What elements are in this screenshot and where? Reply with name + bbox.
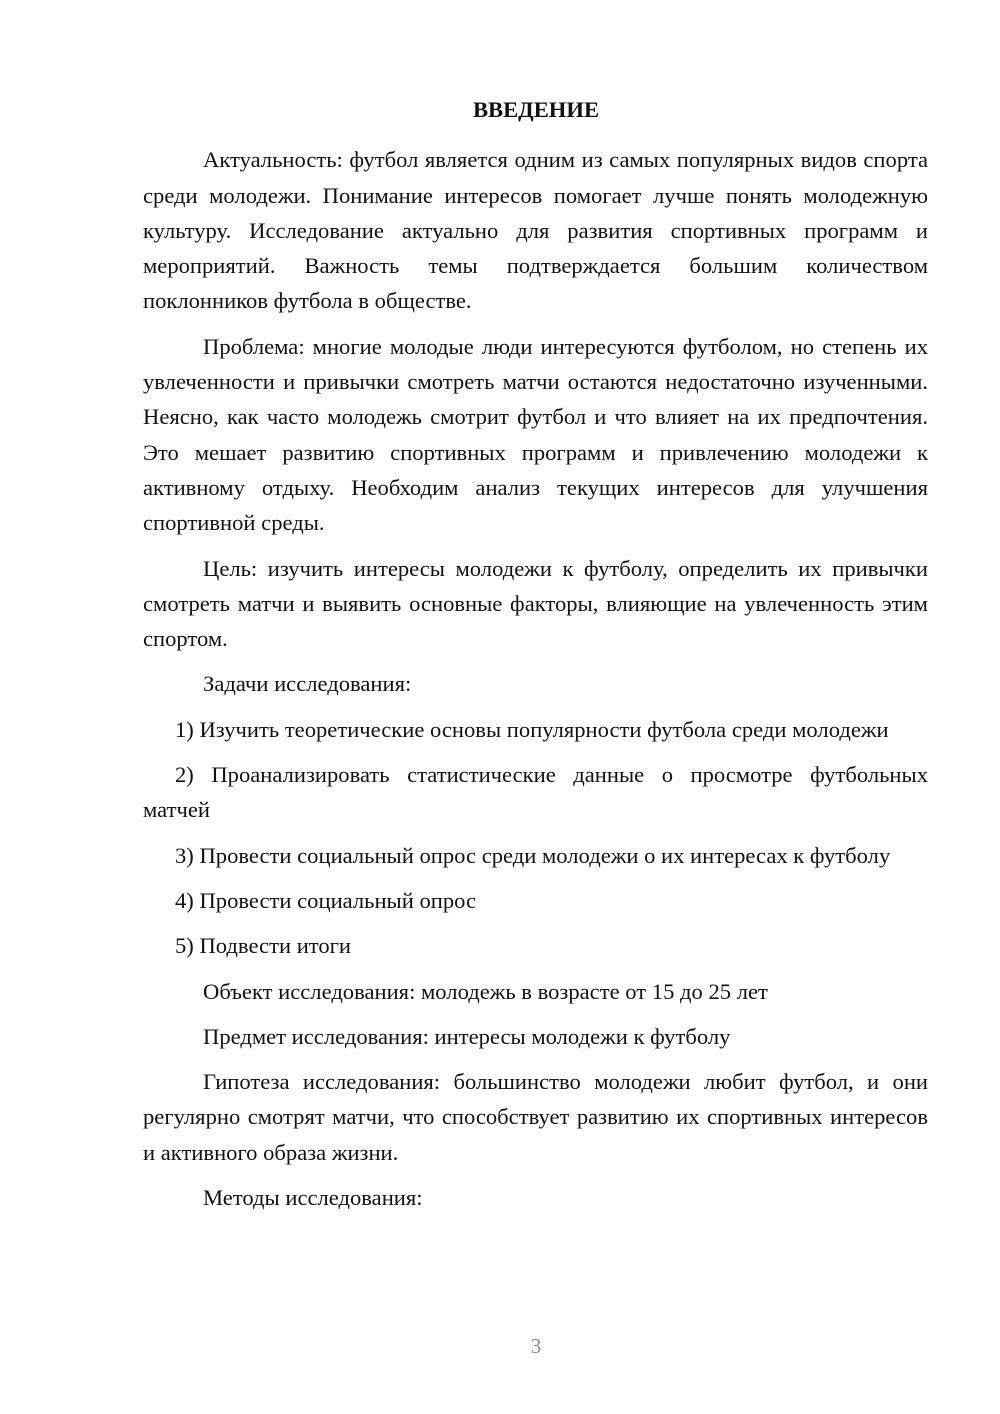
page-content — [143, 92, 928, 1215]
research-hypothesis: Гипотеза исследования: большинство молодежи любит футбол, и они регулярно смотрят матчи, что способствует развитию их спортивных интересов и активного образа жизни. — [143, 1069, 928, 1165]
tasks-heading: Задачи исследования: — [203, 671, 412, 697]
page-title: ВВЕДЕНИЕ — [472, 97, 600, 122]
task-item-3: 3) Провести социальный опрос среди молодежи о их интересах к футболу — [175, 842, 891, 868]
relevance-paragraph: Актуальность: футбол является одним из самых популярных видов спорта среди молодежи. Понимание интересов помогает лучше понять молодежную культуру. Исследование актуально для развития спортивных программ и мероприятий. Важность темы подтверждается большим количеством поклонников футбола в обществе. — [143, 147, 928, 314]
task-item-5: 5) Подвести итоги — [175, 933, 352, 959]
page-number: 3 — [530, 1334, 542, 1358]
task-item-1: 1) Изучить теоретические основы популярности футбола среди молодежи — [175, 716, 889, 742]
goal-paragraph: Цель: изучить интересы молодежи к футболу, определить их привычки смотреть матчи и выявить основные факторы, влияющие на увлеченность этим спортом. — [143, 555, 928, 652]
research-subject: Предмет исследования: интересы молодежи к футболу — [203, 1023, 731, 1049]
task-item-4: 4) Провести социальный опрос — [175, 887, 477, 913]
research-methods-heading: Методы исследования: — [203, 1185, 423, 1211]
research-object: Объект исследования: молодежь в возрасте от 15 до 25 лет — [203, 978, 768, 1004]
problem-paragraph: Проблема: многие молодые люди интересуются футболом, но степень их увлеченности и привычки смотреть матчи остаются недостаточно изученными. Неясно, как часто молодежь смотрит футбол и что влияет на их предпочтения. Это мешает развитию спортивных программ и привлечению молодежи к активному отдыху. Необходим анализ текущих интересов для улучшения спортивной среды. — [143, 333, 928, 536]
task-item-2: 2) Проанализировать статистические данные о просмотре футбольных матчей — [143, 762, 928, 823]
